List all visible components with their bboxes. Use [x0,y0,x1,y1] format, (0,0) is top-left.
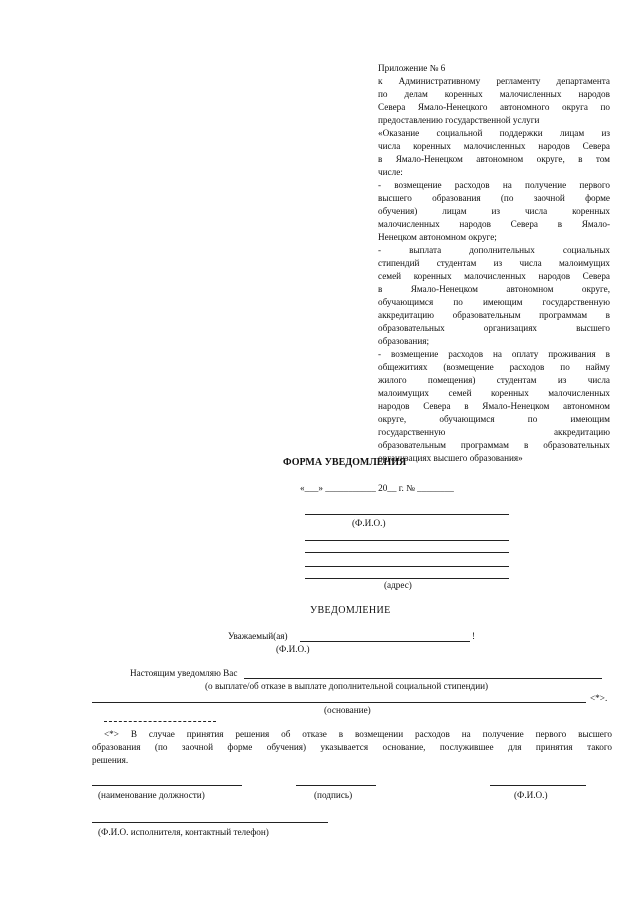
appendix-line: образовательных организациях высшего [378,323,610,333]
footnote-line: решения. [92,755,129,765]
executor-label: (Ф.И.О. исполнителя, контактный телефон) [98,827,269,837]
notify-line-2 [92,702,586,703]
form-heading: ФОРМА УВЕДОМЛЕНИЯ [283,457,407,468]
address-line [305,552,509,553]
appendix-line: Ненецком автономном округе; [378,232,497,242]
appendix-line: жилого помещения) студентам из числа [378,375,610,385]
footnote-text [92,728,612,767]
date-number-line: «___» ___________ 20__ г. № ________ [300,483,454,493]
appendix-title: Приложение № 6 [378,63,446,73]
address-label: (адрес) [384,580,412,590]
executor-line [92,822,328,823]
appendix-line: обучающимся по имеющим государственную [378,297,610,307]
notify-caption: (о выплате/об отказе в выплате дополнительной социальной стипендии) [205,681,489,691]
recipient-fio-line [305,514,509,515]
appendix-line: по делам коренных малочисленных народов [378,89,610,99]
address-line [305,566,509,567]
appendix-line: общежитиях (возмещение расходов по найму [378,362,610,372]
footnote-marker: <*>. [590,693,608,703]
appendix-line: округе, обучающимся по имеющим [378,414,610,424]
sig-fio-line [490,785,586,786]
appendix-line: в Ямало-Ненецком автономном округе, [378,284,610,294]
appendix-line: числа коренных малочисленных народов Севера [378,141,610,151]
notice-title: УВЕДОМЛЕНИЕ [310,605,391,616]
appendix-line: числе: [378,167,403,177]
sig-position-line [92,785,242,786]
appendix-line: - возмещение расходов на получение первого [378,180,610,190]
notify-line [244,678,602,679]
greeting-fio-label: (Ф.И.О.) [276,644,310,654]
basis-label: (основание) [324,705,371,715]
sig-fio-label: (Ф.И.О.) [514,790,548,800]
appendix-text [378,75,610,465]
appendix-line: - выплата дополнительных социальных [378,245,610,255]
sig-signature-label: (подпись) [314,790,353,800]
sig-position-label: (наименование должности) [98,790,205,800]
sig-signature-line [296,785,376,786]
appendix-line: семей коренных малочисленных народов Севера [378,271,610,281]
appendix-block [378,62,610,465]
footnote-line: <*> В случае принятия решения об отказе в возмещении расходов на получение первого высшего [104,729,612,739]
address-line [305,540,509,541]
footnote-line: образования (по заочной форме обучения) указывается основание, послужившее для принятия такого [92,742,612,752]
appendix-line: малочисленных народов Севера в Ямало- [378,219,610,229]
appendix-line: аккредитацию образовательным программам в [378,310,610,320]
appendix-line: стипендий студентам из числа малоимущих [378,258,610,268]
appendix-line: высшего образования (по заочной форме [378,193,610,203]
appendix-line: малоимущих семей коренных малочисленных [378,388,610,398]
appendix-line: народов Севера в Ямало-Ненецком автономном [378,401,610,411]
appendix-line: предоставлению государственной услуги [378,115,540,125]
greeting-text: Уважаемый(ая) [228,631,288,641]
appendix-line: Севера Ямало-Ненецкого автономного округа по [378,102,610,112]
greeting-fio-line [300,641,470,642]
recipient-fio-label: (Ф.И.О.) [352,518,386,528]
appendix-line: «Оказание социальной поддержки лицам из [378,128,610,138]
appendix-line: в Ямало-Ненецком автономном округе, в том [378,154,610,164]
appendix-line: к Административному регламенту департамента [378,76,610,86]
footnote-separator [104,721,216,722]
greeting-exclamation: ! [472,631,476,641]
appendix-line: образовательным программам в образовательных [378,440,610,450]
appendix-line: обучения) лицам из числа коренных [378,206,610,216]
appendix-line: организациях высшего образования» [378,453,523,463]
notify-text: Настоящим уведомляю Вас [130,668,238,678]
appendix-line: государственную аккредитацию [378,427,610,437]
appendix-line: - возмещение расходов на оплату проживания в [378,349,610,359]
appendix-line: образования; [378,336,430,346]
